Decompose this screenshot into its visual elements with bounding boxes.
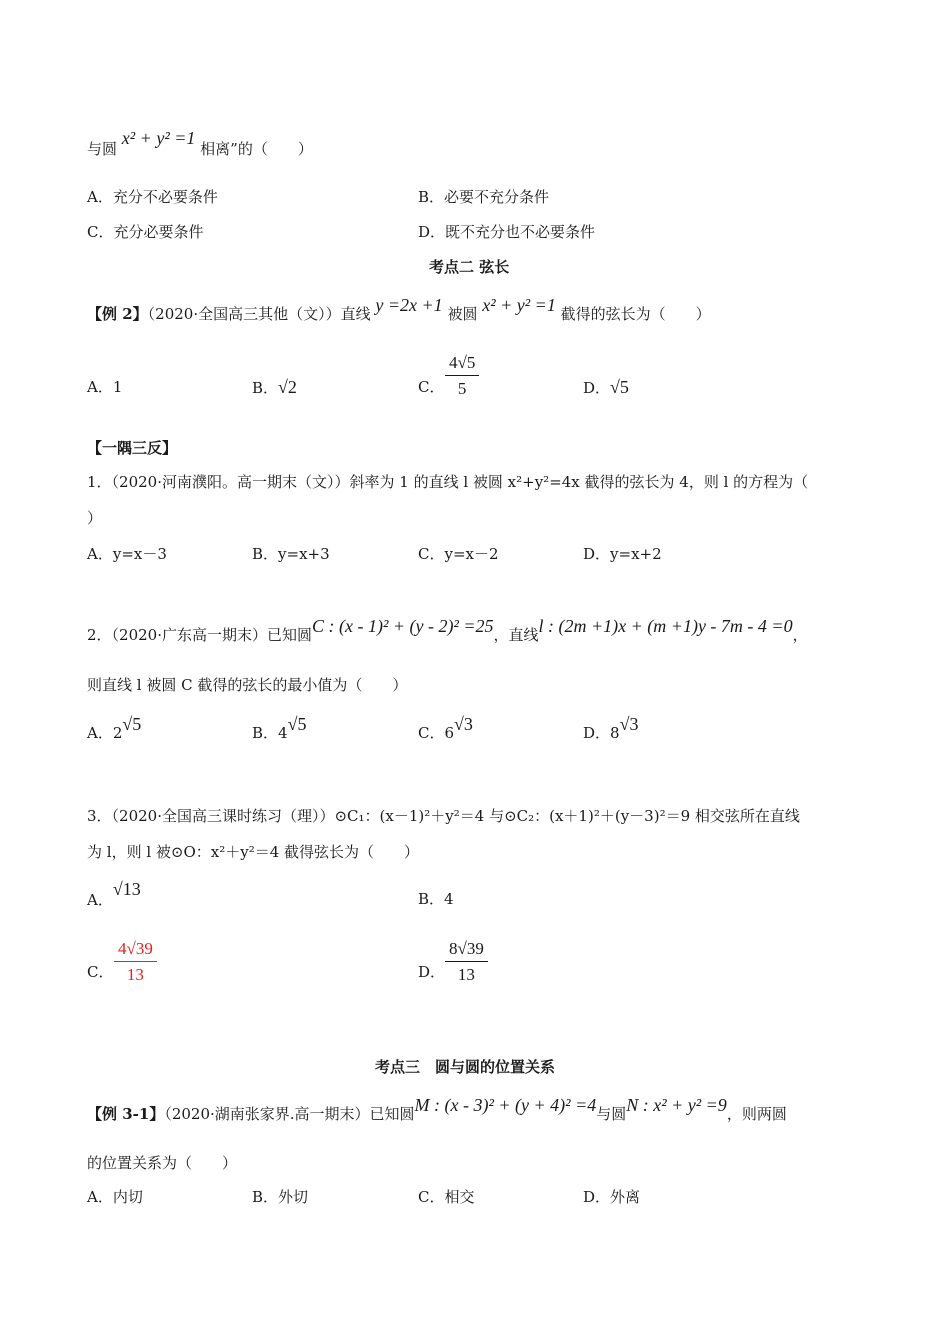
problem-2-line-1: 2．（2020·广东高一期末）已知圆C : (x - 1)² + (y - 2)² =25，直线l : (2m +1)x + (m +1)y - 7m - 4 =0， <box>87 616 808 644</box>
prev-option-b: B．必要不充分条件 <box>418 188 550 206</box>
problem-2-line-2: 则直线 l 被圆 C 截得的弦长的最小值为（ ） <box>87 676 408 694</box>
problem-2-option-a: A．2√5 <box>87 714 142 742</box>
example-3-1-circle-n: N : x² + y² =9 <box>626 1095 727 1115</box>
problem-3-option-b: B．4 <box>418 890 454 908</box>
example-2-option-c-fraction: $\frac{4√5}{5}$ <box>445 352 479 400</box>
example-2-option-d: D．√5 <box>583 377 629 397</box>
prev-text-after: 相离”的（ ） <box>200 140 313 158</box>
example-3-1-option-a: A．内切 <box>87 1188 143 1206</box>
example-2-option-b: B．√2 <box>252 377 297 397</box>
problem-1-line-2: ） <box>87 509 103 527</box>
problem-2-option-b: B．4√5 <box>252 714 307 742</box>
problem-3-option-d-label: D． <box>418 963 446 981</box>
prev-question-line <box>87 128 313 159</box>
example-3-1-circle-m: M : (x - 3)² + (y + 4)² =4 <box>414 1095 597 1115</box>
prev-option-c: C．充分必要条件 <box>87 223 204 241</box>
problem-3-option-d-fraction: $\frac{8√39}{13}$ <box>445 938 488 986</box>
problem-2-line-equation: l : (2m +1)x + (m +1)y - 7m - 4 =0 <box>538 616 793 636</box>
problem-3-line-2: 为 l，则 l 被⊙O：x²＋y²＝4 截得弦长为（ ） <box>87 843 420 861</box>
prev-option-d: D．既不充分也不必要条件 <box>418 223 596 241</box>
problem-3-line-1: 3．（2020·全国高三课时练习（理））⊙C₁：(x－1)²＋y²＝4 与⊙C₂：(x＋1)²＋(y－3)²＝9 相交弦所在直线 <box>87 807 800 825</box>
problem-3-option-a: A．√13 <box>87 879 141 909</box>
problem-3-option-c-fraction: $\frac{4√39}{13}$ <box>114 938 157 986</box>
prev-text-before: 与圆 <box>87 140 118 158</box>
problem-1-option-d: D．y=x+2 <box>583 545 662 563</box>
problem-1-line-1: 1．（2020·河南濮阳。高一期末（文））斜率为 1 的直线 l 被圆 x²+y²=4x 截得的弦长为 4，则 l 的方程为（ <box>87 473 809 491</box>
example-3-1-line-2: 的位置关系为（ ） <box>87 1154 238 1172</box>
example-2-option-a: A．1 <box>87 378 123 396</box>
practice-heading: 【一隅三反】 <box>87 439 178 457</box>
example-3-1-tag: 【例 3-1】 <box>87 1105 165 1123</box>
example-3-1-option-c: C．相交 <box>418 1188 475 1206</box>
example-3-1-option-b: B．外切 <box>252 1188 309 1206</box>
problem-2-option-d: D．8√3 <box>583 714 639 742</box>
example-2-circle-equation: x² + y² =1 <box>482 295 556 315</box>
problem-1-option-b: B．y=x+3 <box>252 545 330 563</box>
example-2-tag: 【例 2】 <box>87 305 148 323</box>
problem-1-option-a: A．y=x－3 <box>87 545 167 563</box>
prev-option-a: A．充分不必要条件 <box>87 188 218 206</box>
prev-circle-equation: x² + y² =1 <box>121 128 196 148</box>
section-heading-chord: 考点二 弦长 <box>429 258 510 276</box>
example-3-1-option-d: D．外离 <box>583 1188 641 1206</box>
example-2-line-equation: y =2x +1 <box>375 295 443 315</box>
section-heading-circle-relation: 考点三 圆与圆的位置关系 <box>375 1058 556 1076</box>
problem-2-option-c: C．6√3 <box>418 714 473 742</box>
problem-3-option-c-label: C． <box>87 963 114 981</box>
example-3-1-line-1: 【例 3-1】（2020·湖南张家界.高一期末）已知圆M : (x - 3)² + (y + 4)² =4与圆N : x² + y² =9，则两圆 <box>87 1095 787 1123</box>
example-2-question: 【例 2】（2020·全国高三其他（文））直线 y =2x +1 被圆 x² + y² =1 截得的弦长为（ ） <box>87 295 711 323</box>
example-2-option-c-label: C． <box>418 378 445 396</box>
problem-2-circle-equation: C : (x - 1)² + (y - 2)² =25 <box>312 616 494 636</box>
problem-1-option-c: C．y=x－2 <box>418 545 499 563</box>
